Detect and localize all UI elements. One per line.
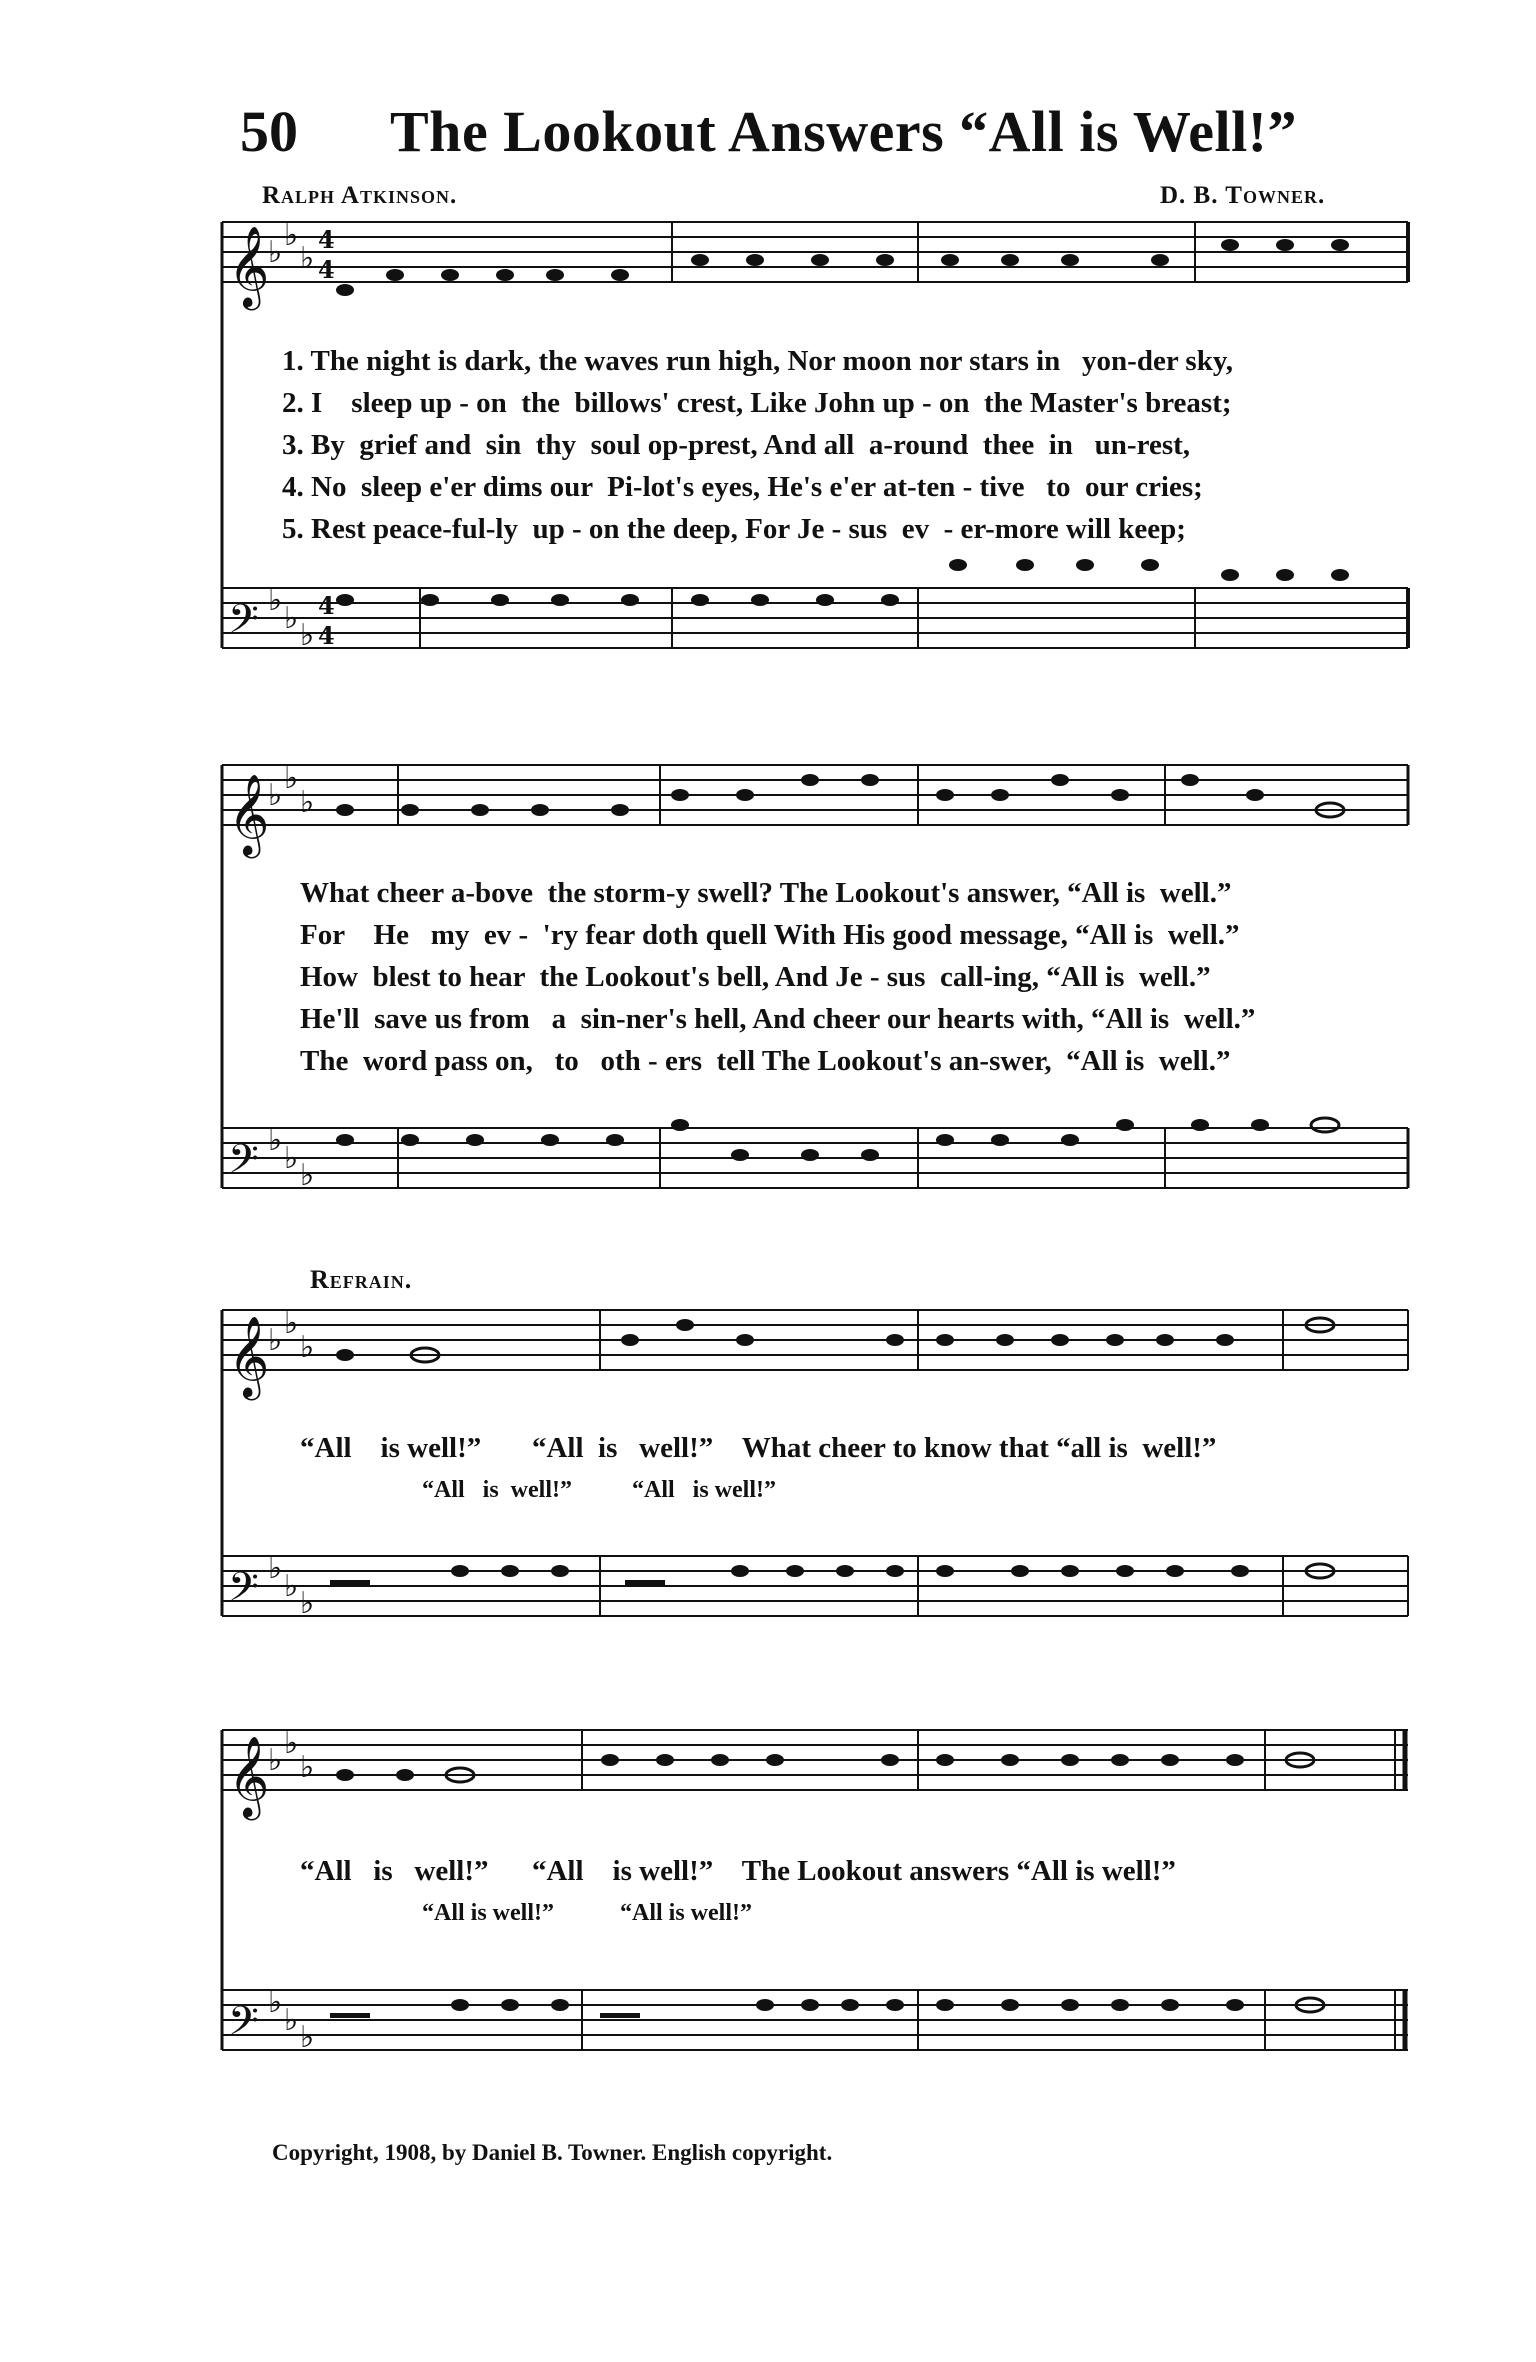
svg-text:4: 4	[318, 591, 335, 620]
verse-cont-line-1: What cheer a-bove the storm-y swell? The Lookout's answer, “All is well.”	[300, 877, 1232, 909]
svg-text:♭: ♭	[284, 1569, 299, 1604]
svg-text:♭: ♭	[284, 1306, 299, 1341]
svg-text:♭: ♭	[284, 2003, 299, 2038]
verse-line-4: 4. No sleep e'er dims our Pi-lot's eyes, He's e'er at-ten - tive to our cries;	[282, 471, 1203, 503]
svg-text:♭: ♭	[300, 1586, 315, 1621]
svg-text:♭: ♭	[300, 618, 315, 653]
svg-text:♭: ♭	[300, 1158, 315, 1193]
svg-text:♭: ♭	[268, 1123, 283, 1158]
verse-line-2: 2. I sleep up - on the billows' crest, Like John up - on the Master's breast;	[282, 387, 1232, 419]
bass-clef-icon: 𝄢	[228, 1998, 259, 2054]
noteheads	[336, 239, 1349, 2012]
verse-cont-line-5: The word pass on, to oth - ers tell The Lookout's an-swer, “All is well.”	[300, 1045, 1231, 1077]
verse-line-5: 5. Rest peace-ful-ly up - on the deep, For Je - sus ev - er-more will keep;	[282, 513, 1186, 545]
verse-line-3: 3. By grief and sin thy soul op-prest, And all a-round thee in un-rest,	[282, 429, 1191, 461]
system-3-bass-staff	[222, 1556, 1408, 1616]
svg-text:4: 4	[318, 621, 335, 650]
svg-text:♭: ♭	[300, 1330, 315, 1365]
system-2-treble-staff	[222, 765, 1408, 825]
bass-clef-icon: 𝄢	[228, 1136, 259, 1192]
svg-text:♭: ♭	[268, 778, 283, 813]
refrain-line-2: “All is well!” “All is well!” The Lookout answers “All is well!”	[300, 1855, 1176, 1887]
bass-clef-icon: 𝄢	[228, 596, 259, 652]
svg-text:♭: ♭	[284, 218, 299, 253]
verse-cont-line-4: He'll save us from a sin-ner's hell, And cheer our hearts with, “All is well.”	[300, 1003, 1256, 1035]
svg-text:♭: ♭	[300, 785, 315, 820]
rests	[330, 1580, 665, 2018]
verse-cont-line-2: For He my ev - 'ry fear doth quell With His good message, “All is well.”	[300, 919, 1240, 951]
svg-text:♭: ♭	[284, 1726, 299, 1761]
treble-clef-icon: 𝄞	[228, 225, 270, 307]
svg-text:♭: ♭	[300, 2020, 315, 2055]
verse-line-1: 1. The night is dark, the waves run high, Nor moon nor stars in yon-der sky,	[282, 345, 1233, 377]
refrain-line-1: “All is well!” “All is well!” What cheer to know that “all is well!”	[300, 1432, 1217, 1464]
refrain-line-1-echo: “All is well!” “All is well!”	[422, 1477, 776, 1503]
svg-text:4: 4	[318, 255, 335, 284]
svg-text:♭: ♭	[300, 241, 315, 276]
verse-cont-line-3: How blest to hear the Lookout's bell, And Je - sus call-ing, “All is well.”	[300, 961, 1211, 993]
treble-clef-icon: 𝄞	[228, 773, 270, 855]
svg-text:♭: ♭	[268, 1985, 283, 2020]
hymn-title: The Lookout Answers “All is Well!”	[390, 99, 1297, 164]
svg-text:♭: ♭	[268, 1743, 283, 1778]
svg-text:♭: ♭	[268, 583, 283, 618]
svg-text:♭: ♭	[268, 235, 283, 270]
svg-text:♭: ♭	[284, 1141, 299, 1176]
composer-credit: D. B. Towner.	[1160, 182, 1326, 209]
system-1-bass-staff	[222, 588, 1408, 648]
svg-text:♭: ♭	[268, 1551, 283, 1586]
copyright-notice: Copyright, 1908, by Daniel B. Towner. English copyright.	[272, 2140, 833, 2165]
svg-text:♭: ♭	[300, 1750, 315, 1785]
treble-clef-icon: 𝄞	[228, 1315, 270, 1397]
lyricist-credit: Ralph Atkinson.	[262, 182, 458, 209]
refrain-label: Refrain.	[310, 1265, 413, 1294]
page-number: 50	[240, 99, 298, 164]
bass-clef-icon: 𝄢	[228, 1564, 259, 1620]
svg-text:♭: ♭	[268, 1323, 283, 1358]
svg-text:♭: ♭	[284, 601, 299, 636]
svg-text:♭: ♭	[284, 761, 299, 796]
treble-clef-icon: 𝄞	[228, 1735, 270, 1817]
refrain-line-2-echo: “All is well!” “All is well!”	[422, 1900, 752, 1926]
system-4-bass-staff	[222, 1990, 1408, 2050]
svg-text:4: 4	[318, 225, 335, 254]
